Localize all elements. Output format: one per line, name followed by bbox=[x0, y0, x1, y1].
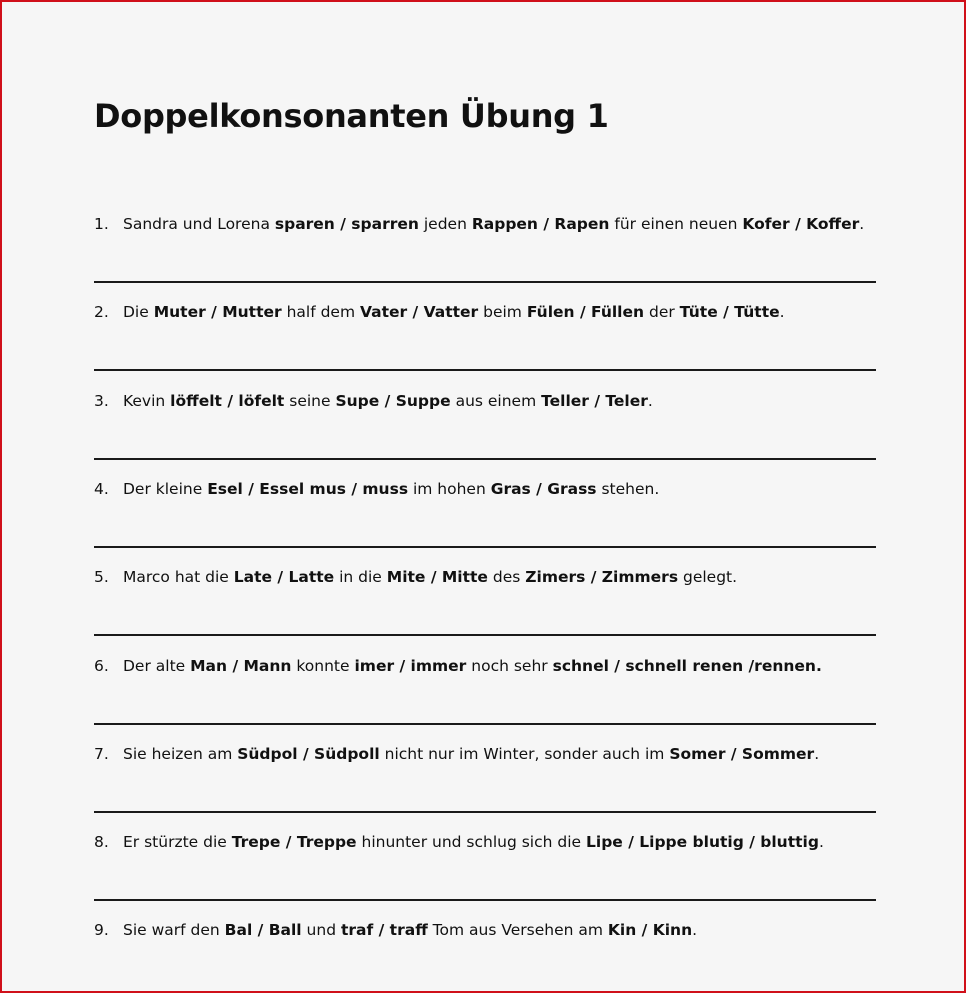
sentence-text: seine bbox=[284, 391, 336, 410]
sentence-text: Er stürzte die bbox=[123, 833, 232, 852]
sentence-text: für einen neuen bbox=[609, 215, 743, 233]
word-choice: Rappen / Rapen bbox=[471, 215, 610, 233]
sentence-text: beim bbox=[478, 303, 527, 322]
word-choice: Mite / Mitte bbox=[386, 568, 488, 587]
worksheet-title: Doppelkonsonanten Übung 1 bbox=[94, 97, 609, 135]
word-choice: Kin / Kinn bbox=[607, 921, 693, 940]
sentence-text: Kevin bbox=[123, 391, 171, 410]
sentence-text: nicht nur im Winter, sonder auch im bbox=[379, 744, 670, 763]
answer-line[interactable] bbox=[94, 369, 876, 371]
sentence-text: Sie warf den bbox=[123, 921, 225, 940]
exercise-number: 3. bbox=[94, 391, 109, 410]
sentence-text: konnte bbox=[291, 656, 355, 675]
exercise-number: 4. bbox=[94, 479, 109, 498]
exercise-number: 7. bbox=[94, 744, 109, 763]
sentence-text: Der alte bbox=[123, 656, 191, 675]
sentence-text: . bbox=[859, 215, 865, 233]
sentence-text: half dem bbox=[281, 303, 360, 322]
exercise-list bbox=[94, 2, 876, 995]
word-choice: Fülen / Füllen bbox=[526, 303, 645, 322]
word-choice: Somer / Sommer bbox=[669, 744, 815, 763]
exercise-sentence bbox=[94, 743, 876, 765]
answer-line[interactable] bbox=[94, 634, 876, 636]
sentence-text: hinunter und schlug sich die bbox=[356, 833, 586, 852]
answer-line[interactable] bbox=[94, 811, 876, 813]
exercise-number: 6. bbox=[94, 656, 109, 675]
word-choice: Zimers / Zimmers bbox=[525, 568, 679, 587]
word-choice: Teller / Teler bbox=[541, 391, 648, 410]
exercise-sentence bbox=[94, 566, 876, 588]
sentence-text: aus einem bbox=[450, 391, 542, 410]
exercise-number: 9. bbox=[94, 921, 109, 940]
exercise-sentence bbox=[94, 655, 876, 677]
exercise-sentence bbox=[94, 390, 876, 412]
sentence-text: . bbox=[779, 303, 785, 322]
word-choice: Esel / Essel mus / muss bbox=[207, 479, 409, 498]
word-choice: Late / Latte bbox=[233, 568, 335, 587]
sentence-text: Sandra und Lorena bbox=[123, 215, 275, 233]
exercise-number: 2. bbox=[94, 303, 109, 322]
answer-line[interactable] bbox=[94, 723, 876, 725]
sentence-text: . bbox=[647, 391, 653, 410]
exercise-sentence bbox=[94, 478, 876, 500]
exercise-sentence bbox=[94, 213, 876, 235]
word-choice: Man / Mann bbox=[190, 656, 292, 675]
sentence-text: . bbox=[692, 921, 698, 940]
exercise-sentence bbox=[94, 919, 876, 941]
word-choice: Vater / Vatter bbox=[359, 303, 479, 322]
sentence-text: in die bbox=[334, 568, 387, 587]
sentence-text: der bbox=[644, 303, 680, 322]
sentence-text: Tom aus Versehen am bbox=[427, 921, 608, 940]
sentence-text: noch sehr bbox=[466, 656, 553, 675]
exercise-number: 5. bbox=[94, 568, 109, 587]
exercise-number: 1. bbox=[94, 215, 109, 233]
word-choice: Lipe / Lippe blutig / bluttig bbox=[586, 833, 819, 852]
word-choice: Gras / Grass bbox=[490, 479, 597, 498]
word-choice: sparen / sparren bbox=[274, 215, 419, 233]
sentence-text: Marco hat die bbox=[123, 568, 234, 587]
exercise-sentence bbox=[94, 301, 876, 323]
word-choice: löffelt / löfelt bbox=[170, 391, 285, 410]
answer-line[interactable] bbox=[94, 281, 876, 283]
sentence-text: Der kleine bbox=[123, 479, 208, 498]
answer-line[interactable] bbox=[94, 899, 876, 901]
sentence-text: stehen. bbox=[596, 479, 660, 498]
word-choice: Kofer / Koffer bbox=[742, 215, 860, 233]
sentence-text: im hohen bbox=[408, 479, 491, 498]
answer-line[interactable] bbox=[94, 458, 876, 460]
exercise-number: 8. bbox=[94, 833, 109, 852]
sentence-text: jeden bbox=[418, 215, 472, 233]
word-choice: Supe / Suppe bbox=[335, 391, 451, 410]
word-choice: Trepe / Treppe bbox=[231, 833, 357, 852]
word-choice: Bal / Ball bbox=[224, 921, 302, 940]
word-choice: Südpol / Südpoll bbox=[237, 744, 380, 763]
sentence-text: Die bbox=[123, 303, 154, 322]
word-choice: traf / traff bbox=[340, 921, 428, 940]
sentence-text: und bbox=[301, 921, 341, 940]
sentence-text: gelegt. bbox=[678, 568, 738, 587]
sentence-text: des bbox=[487, 568, 526, 587]
exercise-sentence bbox=[94, 831, 876, 853]
word-choice: imer / immer bbox=[354, 656, 467, 675]
sentence-text: . bbox=[818, 833, 824, 852]
answer-line[interactable] bbox=[94, 546, 876, 548]
sentence-text: . bbox=[814, 744, 820, 763]
sentence-text: Sie heizen am bbox=[123, 744, 238, 763]
word-choice: Muter / Mutter bbox=[153, 303, 282, 322]
word-choice: Tüte / Tütte bbox=[679, 303, 780, 322]
word-choice: schnel / schnell renen /rennen. bbox=[552, 656, 822, 675]
